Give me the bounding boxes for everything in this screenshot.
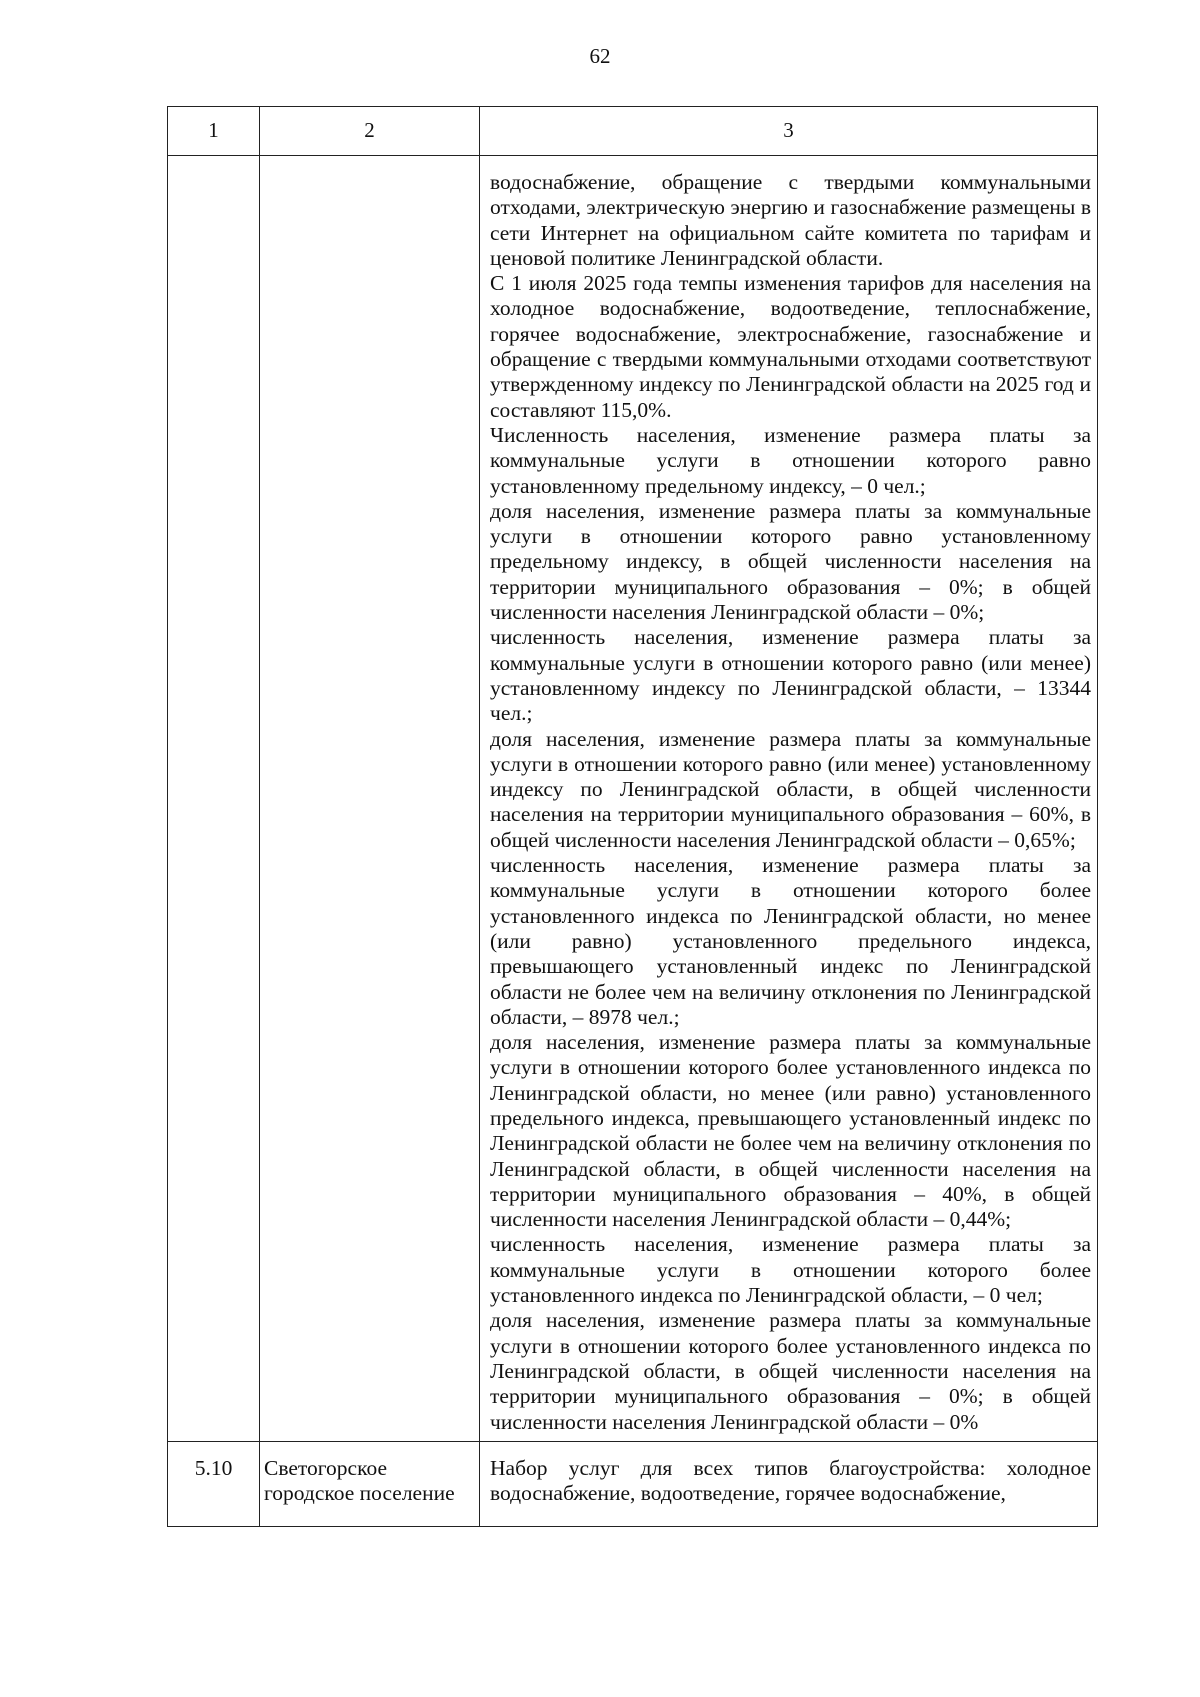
column-header-3: 3 xyxy=(480,107,1098,156)
row-number-cell: 5.10 xyxy=(168,1441,260,1526)
paragraph: доля населения, изменение размера платы за коммунальные услуги в отношении которого равно (или менее) установленному индексу по Ленинградской области, в общей численности населения на территории муниципального образования – 60%, в общей численности населения Ленинградской области – 0,65%; xyxy=(490,726,1091,852)
column-header-2: 2 xyxy=(260,107,480,156)
paragraph: доля населения, изменение размера платы за коммунальные услуги в отношении которого равно установленному предельному индексу, в общей численности населения на территории муниципального образования – 0%; в общей численности населения Ленинградской области – 0%; xyxy=(490,498,1091,625)
tariff-table xyxy=(167,106,1098,1527)
paragraph: численность населения, изменение размера платы за коммунальные услуги в отношении которого более установленного индекса по Ленинградской области, но менее (или равно) установленного предельного индекса, превышающего установленный индекс по Ленинградской области не более чем на величину отклонения по Ленинградской области, – 8978 чел.; xyxy=(490,853,1091,1029)
settlement-name-cell xyxy=(260,156,480,1442)
description-cell xyxy=(480,156,1098,1442)
paragraph: водоснабжение, обращение с твердыми коммунальными отходами, электрическую энергию и газоснабжение размещены в сети Интернет на официальном сайте комитета по тарифам и ценовой политике Ленинградской области. xyxy=(490,170,1091,270)
paragraph: доля населения, изменение размера платы за коммунальные услуги в отношении которого более установленного индекса по Ленинградской области, но менее (или равно) установленного предельного индекса, превышающего установленный индекс по Ленинградской области не более чем на величину отклонения по Ленинградской области, в общей численности населения на территории муниципального образования – 40%, в общей численности населения Ленинградской области – 0,44%; xyxy=(490,1030,1091,1232)
row-number-cell xyxy=(168,156,260,1442)
paragraph: численность населения, изменение размера платы за коммунальные услуги в отношении которого равно (или менее) установленному индексу по Ленинградской области, – 13344 чел.; xyxy=(490,625,1091,726)
table-header-row xyxy=(168,107,1098,156)
table-row-continued xyxy=(168,156,1098,1442)
table-row-5-10 xyxy=(168,1441,1098,1526)
description-cell xyxy=(480,1441,1098,1526)
paragraph: доля населения, изменение размера платы за коммунальные услуги в отношении которого более установленного индекса по Ленинградской области, в общей численности населения на территории муниципального образования – 0%; в общей численности населения Ленинградской области – 0% xyxy=(490,1308,1091,1434)
paragraph: Численность населения, изменение размера платы за коммунальные услуги в отношении которого равно установленному предельному индексу, – 0 чел.; xyxy=(490,422,1091,498)
settlement-name-cell: Светогорское городское поселение xyxy=(260,1441,480,1526)
column-header-1: 1 xyxy=(168,107,260,156)
paragraph: С 1 июля 2025 года темпы изменения тарифов для населения на холодное водоснабжение, водоотведение, теплоснабжение, горячее водоснабжение, электроснабжение, газоснабжение и обращение с твердыми коммунальными отходами соответствуют утвержденному индексу по Ленинградской области на 2025 год и составляют 115,0%. xyxy=(490,271,1091,422)
page-number: 62 xyxy=(589,44,611,68)
paragraph: численность населения, изменение размера платы за коммунальные услуги в отношении которого более установленного индекса по Ленинградской области, – 0 чел; xyxy=(490,1232,1091,1308)
paragraph: Набор услуг для всех типов благоустройства: холодное водоснабжение, водоотведение, горячее водоснабжение, xyxy=(490,1455,1091,1506)
